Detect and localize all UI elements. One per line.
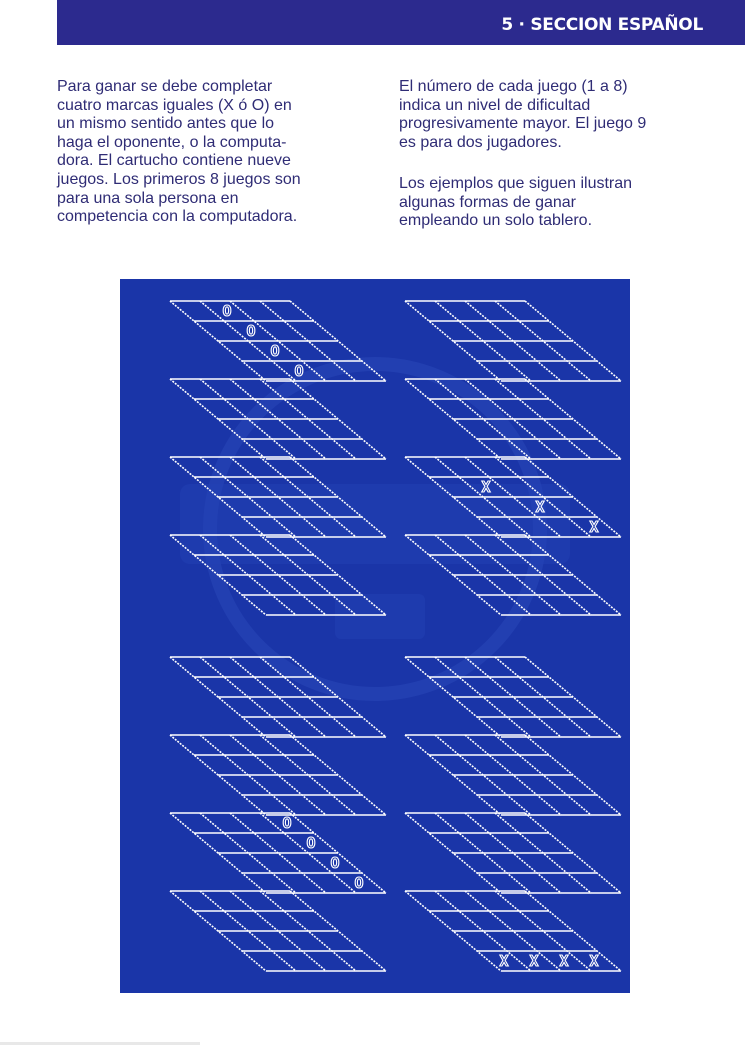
boards-drawing: [120, 279, 630, 993]
x-mark: X: [559, 952, 569, 970]
o-mark: O: [222, 302, 232, 320]
o-mark: O: [354, 874, 364, 892]
paragraph-levels: El número de cada juego (1 a 8) indica un nivel de dificultad progresivamente mayor. El juego 9 es para dos jugadores.: [399, 78, 647, 151]
o-mark: O: [294, 362, 304, 380]
board-stack: [405, 657, 621, 971]
o-mark: O: [306, 834, 316, 852]
x-mark: X: [499, 952, 509, 970]
x-mark: X: [529, 952, 539, 970]
board-level: [405, 891, 621, 971]
board-level: [170, 301, 386, 381]
section-title: 5 · SECCION ESPAÑOL: [501, 15, 703, 35]
board-level: [170, 657, 386, 737]
x-mark: X: [535, 498, 545, 516]
o-mark: O: [330, 854, 340, 872]
board-stack: [170, 301, 386, 615]
paragraph-rules: Para ganar se debe completar cuatro marcas iguales (X ó O) en un mismo sentido antes que lo haga el oponente, o la computa- dora. El cartucho contiene nueve juegos. Los primeros 8 juegos son para una sola persona en competencia con la computadora.: [57, 78, 301, 226]
board-level: [405, 813, 621, 893]
board-level: [405, 379, 621, 459]
o-mark: O: [246, 322, 256, 340]
paragraph-examples: Los ejemplos que siguen ilustran algunas formas de ganar empleando un solo tablero.: [399, 175, 633, 230]
board-level: [405, 535, 621, 615]
board-stack: [170, 657, 386, 971]
board-level: [170, 457, 386, 537]
board-level: [170, 891, 386, 971]
board-level: [170, 813, 386, 893]
x-mark: X: [481, 478, 491, 496]
o-mark: O: [282, 814, 292, 832]
board-level: [170, 379, 386, 459]
board-level: [405, 657, 621, 737]
x-mark: X: [589, 952, 599, 970]
o-mark: O: [270, 342, 280, 360]
board-stack: [405, 301, 621, 615]
board-level: [170, 535, 386, 615]
board-level: [405, 735, 621, 815]
header-bar: [57, 0, 745, 45]
board-level: [170, 735, 386, 815]
board-level: [405, 457, 621, 537]
game-boards-figure: [120, 279, 630, 993]
x-mark: X: [589, 518, 599, 536]
board-level: [405, 301, 621, 381]
